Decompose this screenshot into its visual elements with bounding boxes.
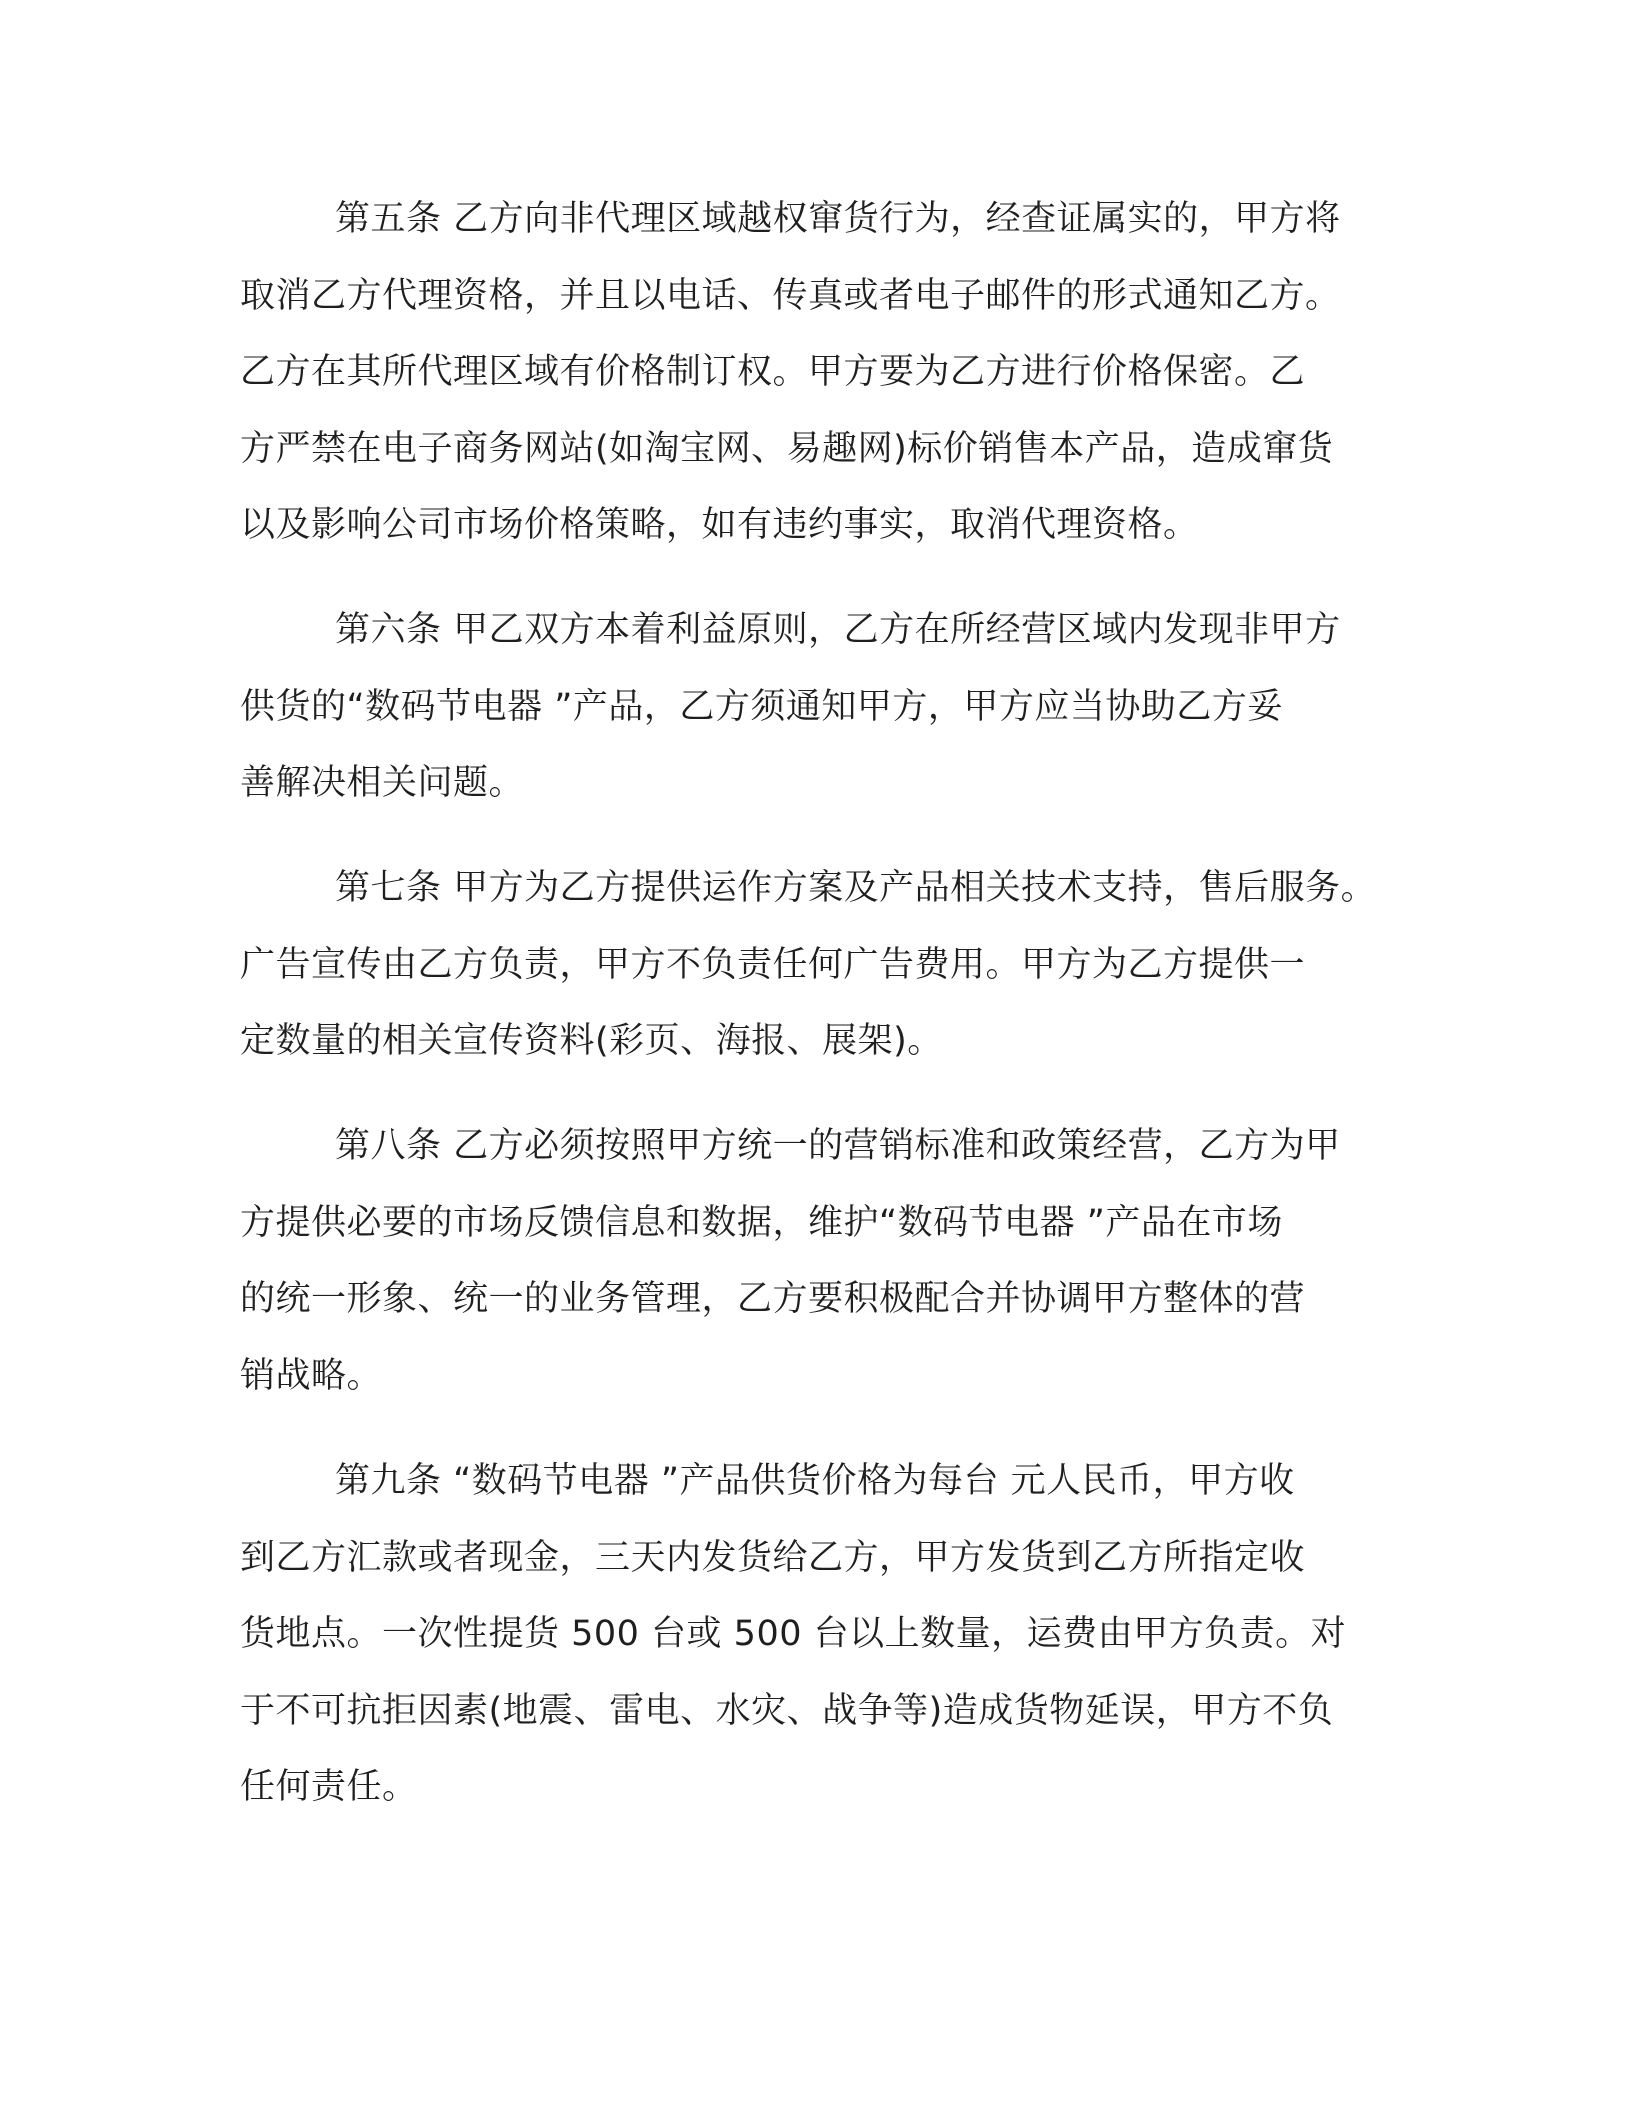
article-6-line-1: 第六条 甲乙双方本着利益原则，乙方在所经营区域内发现非甲方	[335, 610, 1341, 650]
article-6-line-2: 供货的“数码节电器 ”产品，乙方须通知甲方，甲方应当协助乙方妥	[240, 686, 1283, 727]
article-9-line-1: 第九条 “数码节电器 ”产品供货价格为每台 元人民币，甲方收	[335, 1461, 1295, 1501]
article-9-line-5: 任何责任。	[240, 1767, 418, 1807]
article-6-line-3: 善解决相关问题。	[240, 763, 525, 803]
article-8-line-3: 的统一形象、统一的业务管理，乙方要积极配合并协调甲方整体的营	[240, 1279, 1306, 1319]
article-7-line-3: 定数量的相关宣传资料(彩页、海报、展架)。	[240, 1021, 943, 1061]
article-5-line-3: 乙方在其所代理区域有价格制订权。甲方要为乙方进行价格保密。乙	[240, 352, 1306, 392]
article-8	[240, 1108, 1420, 1414]
article-9	[240, 1443, 1420, 1826]
article-5-line-2: 取消乙方代理资格，并且以电话、传真或者电子邮件的形式通知乙方。	[240, 275, 1341, 316]
article-9-line-4: 于不可抗拒因素(地震、雷电、水灾、战争等)造成货物延误，甲方不负	[240, 1690, 1334, 1731]
article-5-line-5: 以及影响公司市场价格策略，如有违约事实，取消代理资格。	[240, 505, 1199, 545]
article-8-line-1: 第八条 乙方必须按照甲方统一的营销标准和政策经营，乙方为甲	[335, 1126, 1341, 1166]
article-6	[240, 592, 1420, 822]
article-8-line-2: 方提供必要的市场反馈信息和数据，维护“数码节电器 ”产品在市场	[240, 1202, 1283, 1243]
article-7-line-2: 广告宣传由乙方负责，甲方不负责任何广告费用。甲方为乙方提供一	[240, 944, 1306, 985]
article-7-line-1: 第七条 甲方为乙方提供运作方案及产品相关技术支持，售后服务。	[335, 868, 1377, 908]
article-9-line-3: 货地点。一次性提货 500 台或 500 台以上数量，运费由甲方负责。对	[240, 1614, 1347, 1654]
article-8-line-4: 销战略。	[240, 1355, 383, 1396]
article-5	[240, 181, 1420, 564]
article-9-line-2: 到乙方汇款或者现金，三天内发货给乙方，甲方发货到乙方所指定收	[240, 1537, 1306, 1578]
article-7	[240, 850, 1420, 1080]
article-5-line-4: 方严禁在电子商务网站(如淘宝网、易趣网)标价销售本产品，造成窜货	[240, 428, 1334, 469]
article-5-line-1: 第五条 乙方向非代理区域越权窜货行为，经查证属实的，甲方将	[335, 199, 1341, 239]
